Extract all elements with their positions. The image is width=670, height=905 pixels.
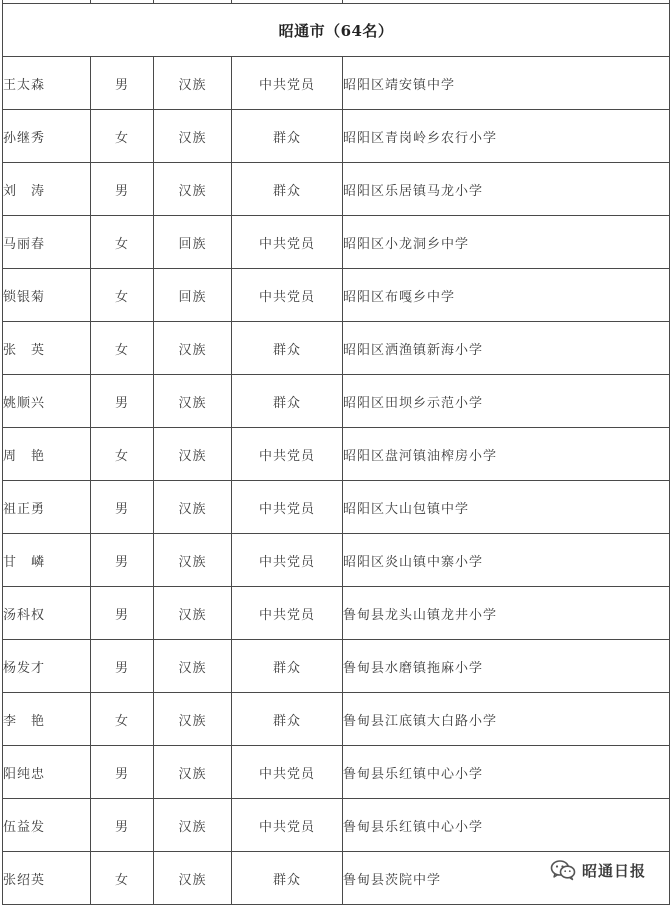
cell-gender: 女 bbox=[91, 852, 154, 905]
cell-ethnicity: 汉族 bbox=[154, 375, 232, 428]
cell-name: 甘 嶙 bbox=[3, 534, 91, 587]
cell-political-status: 中共党员 bbox=[232, 799, 343, 852]
table-row bbox=[3, 57, 670, 110]
cell-name: 刘 涛 bbox=[3, 163, 91, 216]
cell-gender: 男 bbox=[91, 640, 154, 693]
cell-school: 昭阳区青岗岭乡农行小学 bbox=[343, 110, 670, 163]
table-row bbox=[3, 799, 670, 852]
cell-gender: 女 bbox=[91, 110, 154, 163]
cell-name: 祖正勇 bbox=[3, 481, 91, 534]
table-row bbox=[3, 163, 670, 216]
cell-gender: 男 bbox=[91, 57, 154, 110]
cell-political-status: 中共党员 bbox=[232, 534, 343, 587]
table-row bbox=[3, 746, 670, 799]
cell-name: 孙继秀 bbox=[3, 110, 91, 163]
cell-ethnicity: 汉族 bbox=[154, 799, 232, 852]
table-row bbox=[3, 693, 670, 746]
cell-name: 周 艳 bbox=[3, 428, 91, 481]
cell-political-status: 中共党员 bbox=[232, 587, 343, 640]
cell-gender: 男 bbox=[91, 375, 154, 428]
table-row bbox=[3, 375, 670, 428]
cell-gender: 女 bbox=[91, 428, 154, 481]
teacher-roster-table bbox=[2, 0, 670, 905]
cell-name: 李 艳 bbox=[3, 693, 91, 746]
cell-school: 昭阳区炎山镇中寨小学 bbox=[343, 534, 670, 587]
cell-ethnicity: 汉族 bbox=[154, 587, 232, 640]
cell-school: 鲁甸县龙头山镇龙井小学 bbox=[343, 587, 670, 640]
cell-gender: 男 bbox=[91, 534, 154, 587]
cell-school: 鲁甸县水磨镇拖麻小学 bbox=[343, 640, 670, 693]
cell-school: 鲁甸县茨院中学 bbox=[343, 852, 670, 905]
table-row bbox=[3, 269, 670, 322]
cell-school: 昭阳区乐居镇马龙小学 bbox=[343, 163, 670, 216]
table-row bbox=[3, 110, 670, 163]
cell-political-status: 中共党员 bbox=[232, 269, 343, 322]
cell-ethnicity: 汉族 bbox=[154, 852, 232, 905]
cell-name: 马丽春 bbox=[3, 216, 91, 269]
cell-ethnicity: 汉族 bbox=[154, 640, 232, 693]
source-watermark bbox=[546, 857, 650, 883]
cell-name: 阳纯忠 bbox=[3, 746, 91, 799]
cell-school: 昭阳区靖安镇中学 bbox=[343, 57, 670, 110]
cell-political-status: 中共党员 bbox=[232, 216, 343, 269]
cell-ethnicity: 汉族 bbox=[154, 693, 232, 746]
cell-political-status: 群众 bbox=[232, 110, 343, 163]
cell-name: 锁银菊 bbox=[3, 269, 91, 322]
cell-gender: 女 bbox=[91, 216, 154, 269]
cell-political-status: 中共党员 bbox=[232, 481, 343, 534]
table-row bbox=[3, 216, 670, 269]
cell-gender: 男 bbox=[91, 799, 154, 852]
wechat-icon bbox=[550, 859, 576, 881]
cell-political-status: 群众 bbox=[232, 693, 343, 746]
cell-political-status: 群众 bbox=[232, 375, 343, 428]
cell-name: 伍益发 bbox=[3, 799, 91, 852]
cell-school: 昭阳区布嘎乡中学 bbox=[343, 269, 670, 322]
cell-school: 昭阳区田坝乡示范小学 bbox=[343, 375, 670, 428]
cell-political-status: 中共党员 bbox=[232, 57, 343, 110]
cell-school: 鲁甸县江底镇大白路小学 bbox=[343, 693, 670, 746]
cell-ethnicity: 汉族 bbox=[154, 322, 232, 375]
cell-school: 昭阳区大山包镇中学 bbox=[343, 481, 670, 534]
table-row bbox=[3, 322, 670, 375]
table-title-row bbox=[3, 4, 670, 57]
cell-ethnicity: 汉族 bbox=[154, 163, 232, 216]
cell-gender: 女 bbox=[91, 322, 154, 375]
cell-political-status: 群众 bbox=[232, 640, 343, 693]
cell-gender: 男 bbox=[91, 587, 154, 640]
cell-gender: 女 bbox=[91, 269, 154, 322]
cell-ethnicity: 汉族 bbox=[154, 481, 232, 534]
table-row bbox=[3, 587, 670, 640]
cell-gender: 女 bbox=[91, 693, 154, 746]
cell-ethnicity: 汉族 bbox=[154, 110, 232, 163]
cell-gender: 男 bbox=[91, 481, 154, 534]
cell-political-status: 群众 bbox=[232, 322, 343, 375]
cell-school: 昭阳区盘河镇油榨房小学 bbox=[343, 428, 670, 481]
watermark-text: 昭通日报 bbox=[581, 861, 646, 880]
cell-ethnicity: 汉族 bbox=[154, 57, 232, 110]
cell-ethnicity: 回族 bbox=[154, 216, 232, 269]
cell-political-status: 中共党员 bbox=[232, 746, 343, 799]
cell-gender: 男 bbox=[91, 163, 154, 216]
cell-school: 昭阳区小龙洞乡中学 bbox=[343, 216, 670, 269]
cell-school: 昭阳区洒渔镇新海小学 bbox=[343, 322, 670, 375]
table-row bbox=[3, 640, 670, 693]
cell-ethnicity: 汉族 bbox=[154, 428, 232, 481]
cell-school: 鲁甸县乐红镇中心小学 bbox=[343, 799, 670, 852]
cell-political-status: 群众 bbox=[232, 852, 343, 905]
table-row bbox=[3, 534, 670, 587]
cell-ethnicity: 汉族 bbox=[154, 534, 232, 587]
cell-name: 王太森 bbox=[3, 57, 91, 110]
table-row bbox=[3, 428, 670, 481]
cell-ethnicity: 回族 bbox=[154, 269, 232, 322]
cell-political-status: 中共党员 bbox=[232, 428, 343, 481]
cell-ethnicity: 汉族 bbox=[154, 746, 232, 799]
cell-name: 汤科权 bbox=[3, 587, 91, 640]
cell-political-status: 群众 bbox=[232, 163, 343, 216]
cell-name: 姚顺兴 bbox=[3, 375, 91, 428]
table-row bbox=[3, 481, 670, 534]
cell-name: 张绍英 bbox=[3, 852, 91, 905]
cell-name: 杨发才 bbox=[3, 640, 91, 693]
table-title: 昭通市（64名） bbox=[3, 4, 670, 57]
cell-gender: 男 bbox=[91, 746, 154, 799]
cell-school: 鲁甸县乐红镇中心小学 bbox=[343, 746, 670, 799]
cell-name: 张 英 bbox=[3, 322, 91, 375]
